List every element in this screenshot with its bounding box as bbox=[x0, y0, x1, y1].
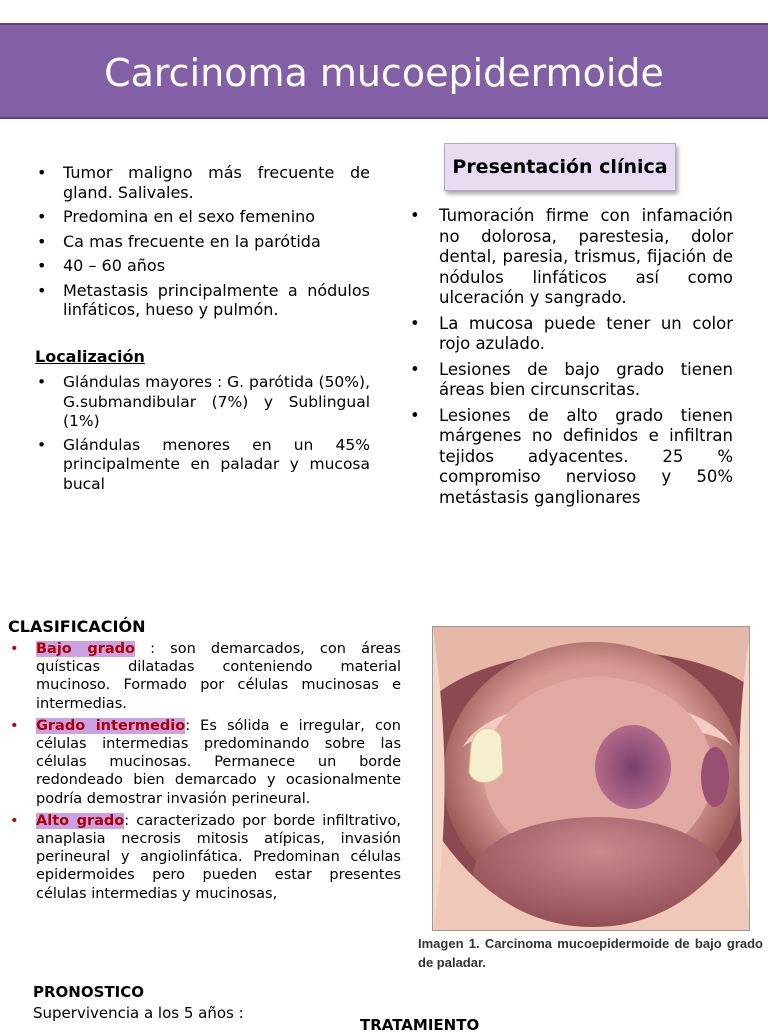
intro-item: • 40 – 60 años bbox=[35, 256, 370, 276]
localizacion-list bbox=[35, 373, 370, 498]
presentacion-item: • Lesiones de alto grado tienen márgenes no definidos e infiltran tejidos adyacentes. 25 % compromiso nervioso y 50% metástasis ganglionares bbox=[408, 406, 733, 509]
title-bar bbox=[0, 23, 768, 119]
presentacion-heading: Presentación clínica bbox=[452, 156, 668, 178]
grade-description: : son demarcados, con áreas quísticas dilatadas conteniendo material mucinoso. Formado por células mucinosas e intermedias. bbox=[36, 641, 401, 712]
localizacion-item: • Glándulas menores en un 45% principalmente en paladar y mucosa bucal bbox=[35, 436, 370, 495]
clasificacion-list bbox=[8, 640, 401, 907]
clasificacion-item bbox=[8, 812, 401, 903]
clasificacion-heading: CLASIFICACIÓN bbox=[8, 617, 146, 636]
grade-term: Bajo grado bbox=[36, 641, 135, 657]
presentacion-heading-box bbox=[444, 143, 676, 191]
grade-description: : Es sólida e irregular, con células intermedias predominando sobre las células mucinosas. Permanece un borde redondeado bien demarcado y ocasionalmente podría demostrar invasión perineural. bbox=[36, 717, 401, 807]
presentacion-item: • Lesiones de bajo grado tienen áreas bien circunscritas. bbox=[408, 360, 733, 401]
presentacion-item: • La mucosa puede tener un color rojo azulado. bbox=[408, 314, 733, 355]
intro-item: • Ca mas frecuente en la parótida bbox=[35, 232, 370, 252]
tratamiento-heading: TRATAMIENTO bbox=[360, 1016, 480, 1034]
clasificacion-item bbox=[8, 640, 401, 713]
grade-description: : caracterizado por borde infiltrativo, anaplasia necrosis mitosis atípicas, invasión perineural y angiolinfática. Predominan células epidermoides pero pueden estar presentes células intermedias y mucinosas, bbox=[36, 812, 401, 902]
localizacion-item: • Glándulas mayores : G. parótida (50%), G.submandibular (7%) y Sublingual (1%) bbox=[35, 373, 370, 432]
intro-item: • Tumor maligno más frecuente de gland. Salivales. bbox=[35, 163, 370, 202]
page-title: Carcinoma mucoepidermoide bbox=[104, 51, 664, 95]
grade-term: Alto grado bbox=[36, 812, 125, 829]
palate-illustration bbox=[433, 627, 750, 931]
localizacion-heading: Localización bbox=[35, 347, 145, 366]
figure-caption: Imagen 1. Carcinoma mucoepidermoide de bajo grado de paladar. bbox=[418, 936, 763, 970]
grade-term: Grado intermedio bbox=[36, 717, 186, 734]
intro-item: • Predomina en el sexo femenino bbox=[35, 207, 370, 227]
pronostico-heading: PRONOSTICO bbox=[33, 983, 144, 1001]
intro-item: • Metastasis principalmente a nódulos linfáticos, hueso y pulmón. bbox=[35, 281, 370, 320]
clinical-photo bbox=[432, 626, 750, 931]
clasificacion-item bbox=[8, 717, 401, 808]
pronostico-text: Supervivencia a los 5 años : bbox=[33, 1004, 244, 1022]
presentacion-list bbox=[408, 206, 733, 513]
presentacion-item: • Tumoración firme con infamación no dolorosa, parestesia, dolor dental, paresia, trismus, fijación de nódulos linfáticos así como ulceración y sangrado. bbox=[408, 206, 733, 309]
intro-list bbox=[35, 163, 370, 325]
